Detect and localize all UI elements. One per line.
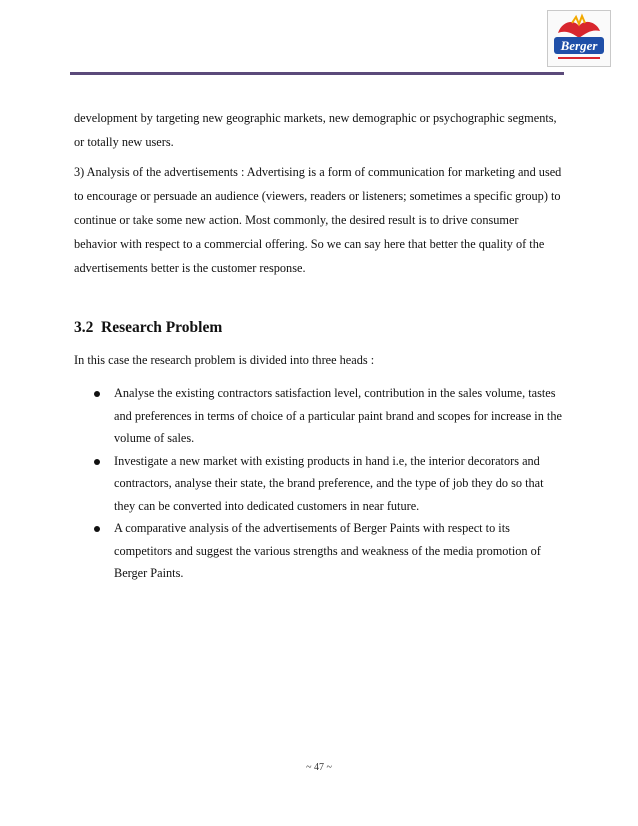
- svg-text:Berger: Berger: [560, 38, 598, 53]
- section-intro: In this case the research problem is divided into three heads :: [74, 353, 375, 367]
- header-divider: [70, 72, 564, 75]
- berger-logo-icon: [547, 10, 611, 67]
- section-title: Research Problem: [101, 319, 223, 336]
- list-item: [74, 517, 564, 585]
- paragraph-continuation: development by targeting new geographic markets, new demographic or psychographic segments, or totally new users.: [74, 111, 557, 149]
- bullet-icon: [94, 391, 100, 397]
- list-item: [74, 450, 564, 518]
- bullet-icon: [94, 526, 100, 532]
- bullet-icon: [94, 459, 100, 465]
- list-item-text: Analyse the existing contractors satisfaction level, contribution in the sales volume, tastes and preferences in terms of choice of a particular paint brand and scopes for increase in the volume of sales.: [114, 386, 562, 445]
- list-item: [74, 382, 564, 450]
- page-number: ~ 47 ~: [306, 762, 332, 773]
- section-number: 3.2: [74, 319, 94, 336]
- paragraph-advertisement-analysis: 3) Analysis of the advertisements : Advertising is a form of communication for marketing and used to encourage or persuade an audience (viewers, readers or listeners; sometimes a specific group) to continue or take some new action. Most commonly, the desired result is to drive consumer behavior with respect to a commercial offering. So we can say here that better the quality of the advertisements better is the customer response.: [74, 165, 562, 275]
- list-item-text: A comparative analysis of the advertisements of Berger Paints with respect to its competitors and suggest the various strengths and weakness of the media promotion of Berger Paints.: [114, 521, 541, 580]
- list-item-text: Investigate a new market with existing products in hand i.e, the interior decorators and contractors, analyse their state, the brand preference, and the type of job they do so that they can be converted into dedicated customers in near future.: [114, 453, 544, 513]
- research-problem-list: [74, 382, 564, 585]
- section-heading: [74, 318, 222, 338]
